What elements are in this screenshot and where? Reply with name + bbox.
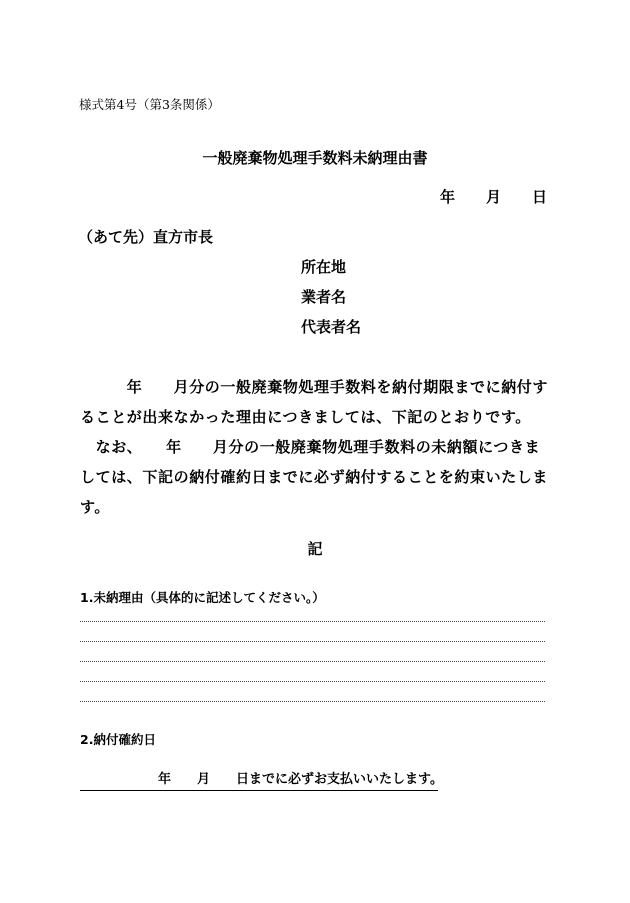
- form-number: 様式第4号（第3条関係）: [79, 97, 220, 112]
- body-line: なお、 年 月分の一般廃棄物処理手数料の未納額につきま: [80, 438, 541, 456]
- body-line: しては、下記の納付確約日までに必ず納付することを約束いたしま: [80, 468, 549, 486]
- body-line: す。: [80, 498, 111, 516]
- reason-entry-line[interactable]: [80, 701, 545, 702]
- document-title: 一般廃棄物処理手数料未納理由書: [202, 149, 428, 167]
- ki-heading: 記: [307, 540, 323, 558]
- reason-entry-line[interactable]: [80, 621, 545, 622]
- payment-date-heading: 2.納付確約日: [80, 732, 156, 747]
- date-month-label: 月: [486, 188, 502, 206]
- address-label: 所在地: [301, 258, 347, 276]
- payment-promise-line[interactable]: 年 月 日までに必ずお支払いいたします。: [80, 768, 438, 791]
- date-year-label: 年: [440, 188, 456, 206]
- company-name-label: 業者名: [301, 288, 347, 306]
- body-line: ることが出来なかった理由につきましては、下記のとおりです。: [80, 408, 531, 426]
- body-line: 年 月分の一般廃棄物処理手数料を納付期限までに納付す: [80, 378, 549, 396]
- representative-label: 代表者名: [301, 318, 362, 336]
- addressee: （あて先）直方市長: [78, 228, 214, 246]
- date-day-label: 日: [532, 188, 548, 206]
- reason-entry-line[interactable]: [80, 681, 545, 682]
- date-line: [440, 186, 547, 207]
- reason-entry-line[interactable]: [80, 661, 545, 662]
- unpaid-reason-heading: 1.未納理由（具体的に記述してください。）: [80, 590, 325, 605]
- reason-entry-line[interactable]: [80, 641, 545, 642]
